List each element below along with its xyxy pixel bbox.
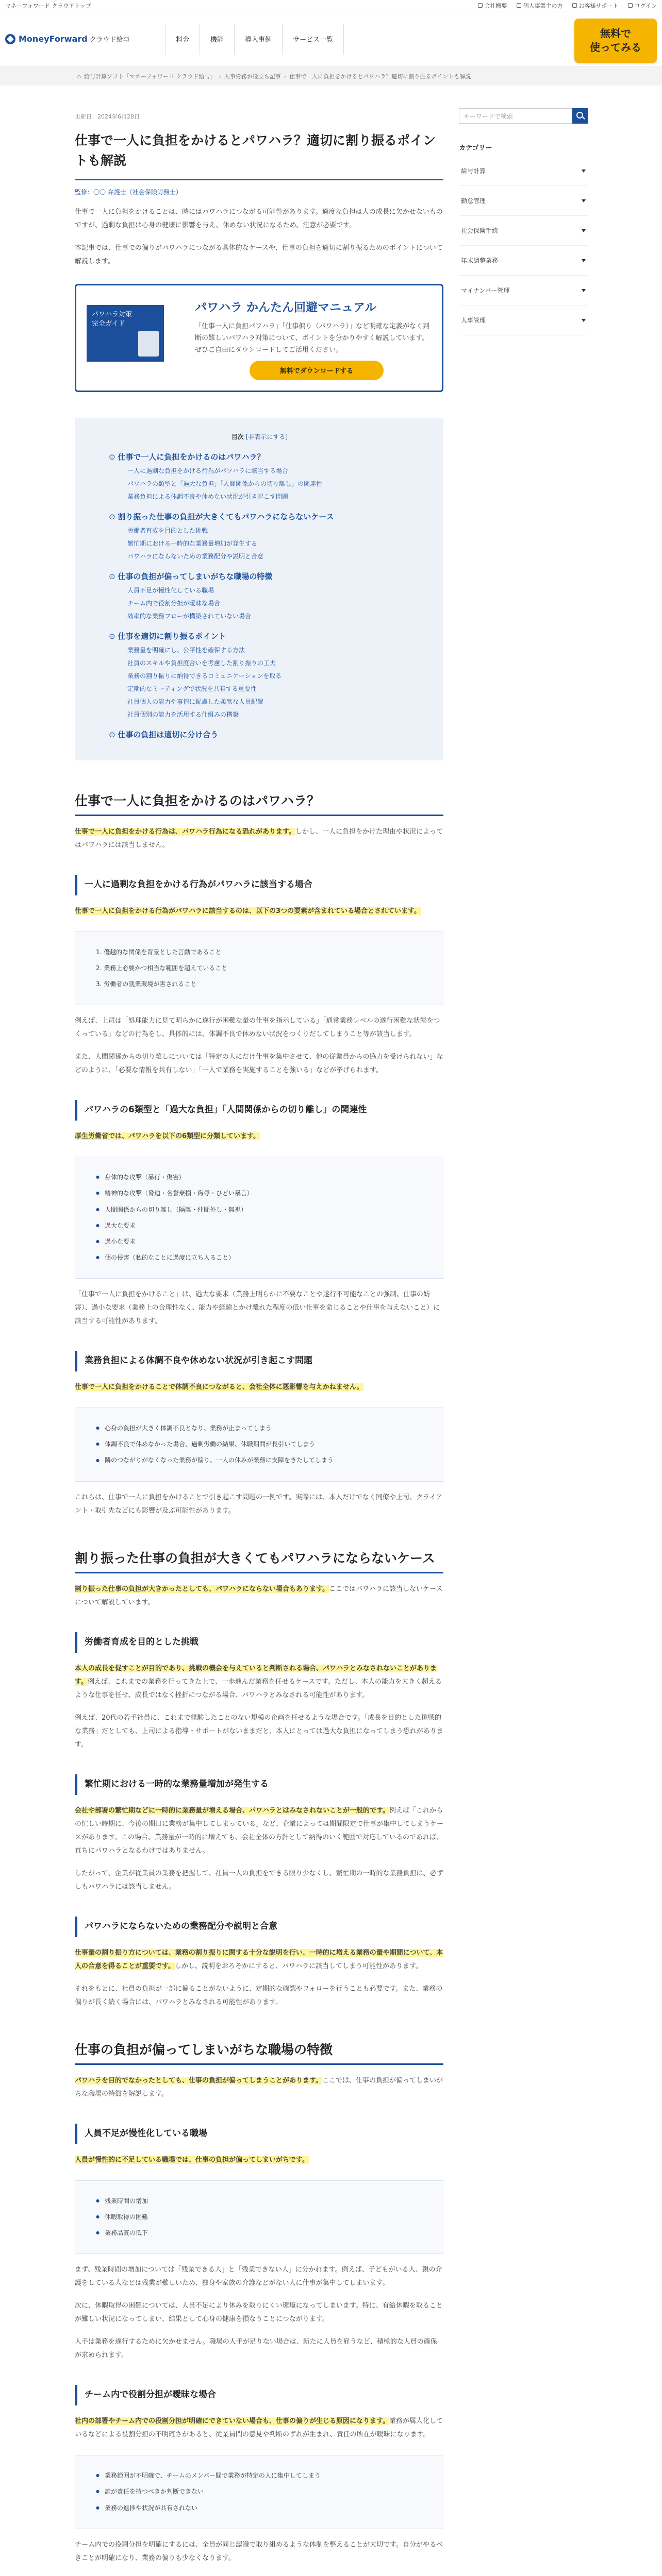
toc-subitem[interactable]: 社員個人の能力や事情に配慮した柔軟な人員配置 [127,698,264,705]
toc-subitem[interactable]: 労働者育成を目的とした挑戦 [127,527,208,534]
category-item[interactable] [459,186,588,216]
toc-subitem[interactable]: パワハラの類型と「過大な負担」「人間関係からの切り離し」の関連性 [127,480,323,487]
body-text: 例えば、これまでの業務を行ってきた上で、一歩進んだ業務を任せるケースです。ただし、本人の能力を大きく超えるような仕事を任せ、成長ではなく挫折につながる場合、パワハラとみなされる可能性があります。 [75,1677,442,1699]
list-item: ● 隣のつながりがなくなった業務が偏り、一人の休みが業務に支障をきたしてしまう [96,1452,422,1468]
paragraph: まず、残業時間の増加については「残業できる人」と「残業できない人」に分かれます。例えば、子どもがいる人、親の介護をしている人などは残業が難しいため、独身や家族の介護などがない人に仕事が集中してしまいます。 [75,2266,442,2287]
section-lead [75,2074,443,2101]
cloud-top-link[interactable]: マネーフォワード クラウドトップ [5,2,92,9]
personal-link-label: 個人事業主の方 [523,2,563,9]
article [75,108,443,2576]
paragraph: チーム内での役割分担を明確にするには、全員が同じ認識で取り組めるような体制を整えることが大切です。自分がやるべきことが明確になり、業務の偏りも少なくなります。 [75,2540,443,2562]
breadcrumb-item-top[interactable]: 給与計算ソフト「マネーフォワード クラウド給与」 [84,73,216,80]
body-text: 業務が属人化しているなどによる役割分担の不明確さがあると、従業員間の意見や判断のずれが生まれ、責任の所在が曖昧になります。 [75,2417,443,2439]
search-input[interactable]: キーワードで検索 [459,108,572,124]
paragraph [75,1804,443,1858]
toc-title: 目次 [231,433,244,440]
banner-title: パワハラ かんたん回避マニュアル [195,300,377,314]
paragraph [75,1381,443,1394]
paragraph: 例えば、20代の若手社員に、これまで経験したことのない規模の企画を任せるような場合です。「成長を目的とした挑戦的な業務」だとしても、上司による指導・サポートがないままだと、本人にとっては過大な負担になってしまう恐れがあります。 [75,1714,443,1749]
home-icon[interactable]: ⌂ [77,73,81,80]
category-label: 給与計算 [461,167,486,175]
bullet-list [75,1408,443,1482]
toc-subitem[interactable]: 社員のスキルや負担度合いを考慮した割り振りの工夫 [127,659,276,667]
highlight-text: 厚生労働省では、パワハラを以下の6類型に分類しています。 [75,1132,260,1141]
paragraph [75,2415,443,2442]
paragraph [75,1946,443,1973]
subsection-heading: 一人に過剰な負担をかける行為がパワハラに該当する場合 [75,875,443,895]
list-item: 1. 優越的な関係を背景とした言動であること [96,948,222,956]
company-link-label: 会社概要 [484,2,507,9]
toc-subitem[interactable]: チーム内で役割分担が曖昧な場合 [127,599,221,607]
subsection-heading: パワハラにならないための業務配分や説明と合意 [75,1917,443,1937]
category-item[interactable] [459,246,588,276]
category-item[interactable] [459,216,588,246]
logo[interactable] [5,34,160,44]
toc-subitem[interactable]: 人員不足が慢性化している職場 [127,586,214,594]
page-title: 仕事で一人に負担をかけるとパワハラ？適切に割り振るポイントも解説 [75,131,443,180]
list-item: ● 体調不良で休めなかった場合、過剰労働の結果、休職期間が長引いてしまう [96,1436,422,1452]
intro-paragraph: 仕事で一人に負担をかけることは、時にはパワハラにつながる可能性があります。適度な負担は人の成長に欠かせないものですが、過剰な負担は心身の健康に影響を与え、休めない状況になるため、注意が必要です。 [75,208,443,229]
toc-subitem[interactable]: パワハラにならないための業務配分や説明と合意 [127,552,264,560]
chevron-down-icon [582,199,586,202]
paragraph: これらは、仕事で一人に負担をかけることで引き起こす問題の一例です。実際には、本人だけでなく同僚や上司、クライアント・取引先などにも影響が及ぶ可能性があります。 [75,1493,443,1515]
chevron-down-icon [582,259,586,262]
table-of-contents [75,418,443,760]
nav-pricing[interactable]: 料金 [165,24,200,55]
section-heading: 仕事の負担が偏ってしまいがちな職場の特徴 [75,2040,443,2065]
login-icon [628,3,633,8]
intro-paragraph: 本記事では、仕事での偏りがパワハラにつながる具体的なケースや、仕事の負担を適切に割り振るためのポイントについて解説します。 [75,244,443,265]
personal-link[interactable] [517,2,563,10]
bullet-list [75,1157,443,1279]
highlight-text: 割り振った仕事の負担が大きかったとしても、パワハラにならない場合もあります。 [75,1585,329,1594]
chevron-down-icon [582,319,586,322]
paragraph [75,905,443,918]
toc-item[interactable]: ⊙ 仕事で一人に負担をかけるのはパワハラ？ [109,451,410,462]
toc-item[interactable]: ⊙ 割り振った仕事の負担が大きくてもパワハラにならないケース [109,511,410,522]
list-item: ● 誰が責任を持つべきか判断できない [96,2484,422,2500]
list-item: ● 休暇取得の困難 [96,2209,422,2225]
logo-brand: MoneyForward [19,34,88,44]
highlight-text: 仕事で一人に負担をかけることで体調不良につながると、会社全体に悪影響を与えかねません。 [75,1383,363,1392]
highlight-text: 仕事で一人に負担をかける行為は、パワハラ行為になる恐れがあります。 [75,828,295,836]
download-button[interactable]: 無料でダウンロードする [250,361,384,380]
manual-thumbnail [87,305,164,362]
numbered-list [75,931,443,1006]
category-label: 勤怠管理 [461,197,486,205]
body-text: しかし、一人に負担をかけた理由や状況によってはパワハラには該当しません。 [75,828,443,849]
section-heading: 割り振った仕事の負担が大きくてもパワハラにならないケース [75,1549,443,1574]
free-trial-button[interactable] [574,19,657,63]
logo-text [19,34,130,44]
breadcrumb-item-current: 仕事で一人に負担をかけるとパワハラ？適切に割り振るポイントも解説 [289,73,471,80]
subsection-heading: パワハラの6類型と「過大な負担」「人間関係からの切り離し」の関連性 [75,1100,443,1121]
bullet-list [75,2180,443,2255]
subsection-heading: 業務負担による体調不良や休めない状況が引き起こす問題 [75,1351,443,1371]
paragraph: それをもとに、社員の負担が一部に偏ることがないように、定期的な確認やフォローを行うことも必要です。また、業務の偏りが長く続く場合には、パワハラとみなされる可能性があります。 [75,1985,443,2006]
list-item: 3. 労働者の就業環境が害されること [96,980,197,988]
section-lead [75,825,443,852]
category-item[interactable] [459,276,588,306]
paragraph [75,1130,443,1143]
toc-header [109,432,410,441]
list-item: ● 業務の進捗や状況が共有されない [96,2500,422,2516]
toc-subitem[interactable]: 一人に過剰な負担をかける行為がパワハラに該当する場合 [127,467,289,474]
subsection-heading: 労働者育成を目的とした挑戦 [75,1632,443,1653]
toc-subitem[interactable]: 定期的なミーティングで状況を共有する重要性 [127,685,257,692]
highlight-text: 人員が慢性的に不足している職場では、仕事の負担が偏ってしまいがちです。 [75,2156,309,2164]
chevron-down-icon [582,170,586,173]
breadcrumb-separator: › [219,73,221,80]
list-item: ● 精神的な攻撃（脅迫・名誉棄損・侮辱・ひどい暴言） [96,1185,422,1201]
nav-services[interactable]: サービス一覧 [282,24,344,55]
banner-text: 「仕事一人に負担パワハラ」「仕事偏り（パワハラ）」など明確な定義がなく判断の難しいパワハラ対策について、ポイントを分かりやすく解説しています。ぜひご自由にダウンロードしてご活用ください。 [195,322,430,354]
toc-subitem[interactable]: 社員個別の能力を活用する仕組みの構築 [127,710,239,718]
toc-toggle[interactable]: [非表示にする] [245,433,288,440]
category-title: カテゴリー [459,144,492,152]
site-header [0,11,662,67]
chevron-down-icon [582,229,586,232]
toc-item[interactable]: ⊙ 仕事の負担が偏ってしまいがちな職場の特徴 [109,571,410,582]
moneyforward-logo-icon [5,34,15,44]
login-link[interactable] [628,2,657,10]
updated-date: 更新日：2024年6月28日 [75,113,140,120]
person-icon [517,3,521,8]
list-item: ● 人間関係からの切り離し（隔離・仲間外し・無視） [96,1202,422,1218]
paragraph [75,1662,443,1702]
toc-subitem[interactable]: 業務量を明確にし、公平性を確保する方法 [127,646,245,654]
toc-subitem[interactable]: 繁忙期における一時的な業務量増加が発生する [127,539,258,547]
section-lead [75,1583,443,1609]
global-nav [165,24,344,55]
paragraph: 例えば、上司は「処理能力に見て明らかに遂行が困難な量の仕事を指示している」「通常業務レベルの遂行困難な状態をつくっている」などの行為をし、具体的には、体調不良で休めない状況をつくりだしてしまうこと等が該当します。 [75,1017,440,1039]
list-item: ● 業務範囲が不明確で、チームのメンバー間で業務が特定の人に集中してしまう [96,2468,422,2484]
download-banner[interactable] [75,284,443,392]
toc-list [109,451,410,740]
highlight-text: 会社や部署の繁忙期などに一時的に業務量が増える場合、パワハラとはみなされないことが一般的です。 [75,1806,389,1815]
highlight-text: パワハラを目的でなかったとしても、仕事の負担が偏ってしまうことがあります。 [75,2077,322,2085]
paragraph [75,2154,443,2167]
list-item: ● 過小な要求 [96,1234,422,1250]
category-item[interactable] [459,156,588,186]
paragraph: 次に、休暇取得の困難については、人員不足により休みを取りにくい環境になってしまいます。特に、有給休暇を取ることが難しい状況になってしまい、結果として心身の健康を損なうことにつながります。 [75,2302,443,2324]
top-utility-bar [0,0,662,11]
highlight-text: 本人の成長を促すことが目的であり、挑戦の機会を与えていると判断される場合、パワハラとみなされないことがあります。 [75,1664,437,1686]
category-label: 人事管理 [461,317,486,324]
list-item: ● 業務品質の低下 [96,2225,422,2241]
nav-features[interactable]: 機能 [200,24,234,55]
subsection-heading: 人員不足が慢性化している職場 [75,2124,443,2144]
help-icon [572,3,577,8]
section-heading: 仕事で一人に負担をかけるのはパワハラ？ [75,791,443,817]
category-label: 年末調整業務 [461,257,499,264]
list-item: 2. 業務上必要かつ相当な範囲を超えていること [96,964,228,972]
breadcrumb-item-articles[interactable]: 人事労務お役立ち記事 [224,73,281,80]
search-form [459,108,588,124]
toc-subitem[interactable]: 業務負担による体調不良や休めない状況が引き起こす問題 [127,493,289,500]
body-text: ここではパワハラに該当しないケースについて解説しています。 [75,1585,443,1607]
paragraph: また、人間関係からの切り離しについては「特定の人にだけ仕事を集中させて、他の従業員からの協力を受けられない」などのように、「必要な情報を共有しない」「一人で業務を実施することを強いる」などが挙げられます。 [75,1053,443,1075]
utility-links [478,2,657,10]
category-label: 社会保険手続 [461,227,499,234]
subsection-heading: 繁忙期における一時的な業務量増加が発生する [75,1774,443,1795]
chevron-down-icon [582,289,586,292]
highlight-text: 社内の部署やチーム内での役割分担が明確にできていない場合も、仕事の偏りが生じる原因になります。 [75,2417,389,2426]
author-credit[interactable]: 監修：〇〇 弁護士（社会保険労務士） [75,188,182,196]
logo-sub: クラウド給与 [89,36,130,44]
building-icon [478,3,483,8]
paragraph: 人手は業務を遂行するために欠かせません。職場の人手が足りない場合は、新たに人員を雇うなど、積極的な人員の確保が求められます。 [75,2338,437,2360]
toc-subitem[interactable]: 効率的な業務フローが構築されていない場合 [127,612,252,620]
toc-subitem[interactable]: 業務の割り振りに納得できるコミュニケーションを取る [127,672,282,680]
list-item: ● 残業時間の増加 [96,2193,422,2209]
bullet-list [75,2455,443,2529]
manual-thumbnail-text: パワハラ対策 完全ガイド [92,310,133,328]
paragraph: 「仕事で一人に負担をかけること」は、過大な要求（業務上明らかに不要なことや遂行不可能なことの強制、仕事の妨害）、過小な要求（業務上の合理性なく、能力や経験とかけ離れた程度の低い仕事を命じることや仕事を与えないこと）に該当する可能性があります。 [75,1291,440,1326]
toc-item[interactable]: ⊙ 仕事を適切に割り振るポイント [109,631,410,641]
paragraph: したがって、企業が従業員の業務を把握して、社員一人の負担をできる限り少なくし、繁忙期の一時的な業務負担は、必ずしもパワハラには該当しません。 [75,1869,443,1891]
free-trial-label: 無料で 使ってみる [590,27,641,54]
list-item: ● 個の侵害（私的なことに過度に立ち入ること） [96,1250,422,1266]
breadcrumb-separator: › [284,73,287,80]
highlight-text: 仕事で一人に負担をかける行為がパワハラに該当するのは、以下の3つの要素が含まれている場合とされています。 [75,907,421,915]
body-text: 例えば「これからの忙しい時期に、今後の期日に業務が集中してしまっている」など、企業によっては期間限定で仕事が集中してしまうケースがあります。この場合、業務量が一時的に増えても、会社全体の方針として納得のいく範囲で対応しているのであれば、直ちにパワハラとなるわけではありません。 [75,1806,444,1855]
company-link[interactable] [478,2,507,10]
subsection-heading: チーム内で役割分担が曖昧な場合 [75,2385,443,2405]
breadcrumb [0,67,662,86]
highlight-text: 仕事量の割り振り方については、業務の割り振りに関する十分な説明を行い、一時的に増える業務の量や期間について、本人の合意を得ることが重要です。 [75,1948,443,1970]
toc-item[interactable]: ⊙ 仕事の負担は適切に分け合う [109,729,410,740]
body-text: ここでは、仕事の負担が偏ってしまいがちな職場の特徴を解説します。 [75,2077,443,2098]
list-item: ● 身体的な攻撃（暴行・傷害） [96,1170,422,1185]
category-label: マイナンバー管理 [461,287,510,294]
list-item: ● 過大な要求 [96,1218,422,1234]
nav-case-studies[interactable]: 導入事例 [234,24,282,55]
category-item[interactable] [459,306,588,335]
support-link-label: お客様サポート [578,2,619,9]
login-link-label: ログイン [634,2,657,9]
body-text: しかし、説明をおろそかにすると、パワハラに該当してしまう可能性があります。 [174,1962,422,1970]
sidebar [459,108,588,335]
support-link[interactable] [572,2,619,10]
list-item: ● 心身の負担が大きく体調不良となり、業務が止まってしまう [96,1420,422,1436]
search-icon[interactable] [572,108,588,124]
